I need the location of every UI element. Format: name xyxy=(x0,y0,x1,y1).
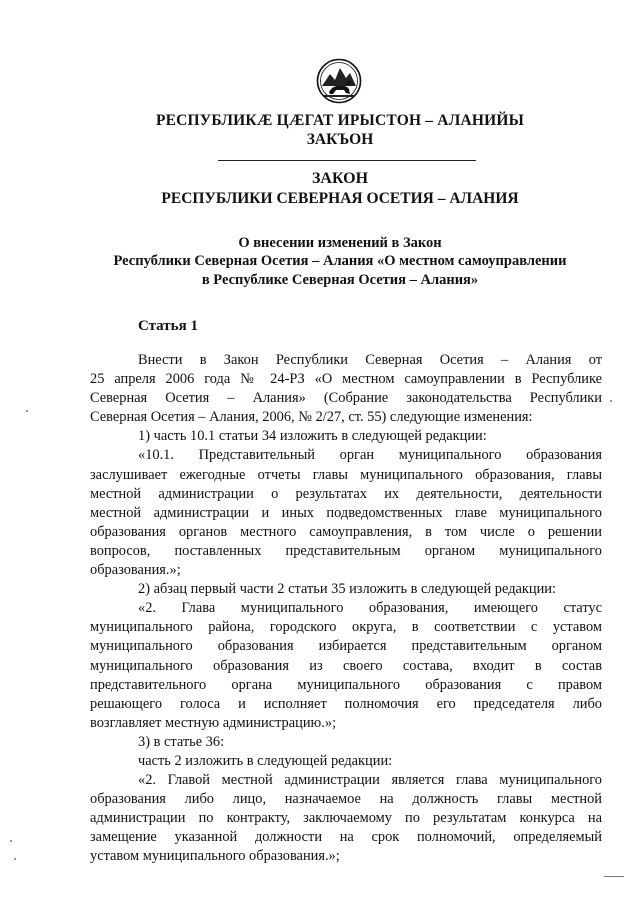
header-ossetian: РЕСПУБЛИКÆ ЦÆГАТ ИРЫСТОН – АЛАНИЙЫ xyxy=(155,112,525,129)
text-line: Северная Осетия – Алания, 2006, № 2/27, ст. 55) следующие изменения: xyxy=(90,409,533,426)
text-line: заслушивает ежегодные отчеты главы муниципального образования, главы xyxy=(90,466,602,483)
text-line: часть 2 изложить в следующей редакции: xyxy=(138,752,393,769)
text-line: «2. Глава муниципального образования, имеющего статус xyxy=(138,600,602,617)
text-line: муниципального района, городского округа, в соответствии с уставом xyxy=(90,619,602,636)
text-line: 3) в статье 36: xyxy=(138,733,225,750)
text-line: решающего голоса и исполняет полномочия его председателя либо xyxy=(90,695,602,712)
title-republic: РЕСПУБЛИКИ СЕВЕРНАЯ ОСЕТИЯ – АЛАНИЯ xyxy=(161,190,519,207)
text-line: «10.1. Представительный орган муниципального образования xyxy=(138,447,602,464)
text-line: вопросов, поставленных представительным органом муниципального xyxy=(90,542,602,559)
text-line: образования либо лицо, назначаемое на должность главы местной xyxy=(90,791,602,808)
text-line: «2. Главой местной администрации является глава муниципального xyxy=(138,772,602,789)
subject-line-2: Республики Северная Осетия – Алания «О местном самоуправлении xyxy=(113,253,567,269)
text-line: образования органов местного самоуправления, в том числе о решении xyxy=(90,523,602,540)
text-line: представительного органа муниципального образования с правом xyxy=(90,676,602,693)
text-line: Внести в Закон Республики Северная Осетия – Алания от xyxy=(138,352,602,368)
text-line: муниципального образования избирается представительным органом xyxy=(90,638,602,655)
article-heading: Статья 1 xyxy=(138,318,198,334)
subject-line-3: в Республике Северная Осетия – Алания» xyxy=(201,272,479,288)
text-line: муниципального образования из своего состава, входит в состав xyxy=(90,657,602,674)
text-line: администрации по контракту, заключаемому по результатам конкурса на xyxy=(90,810,602,827)
text-line: образования.»; xyxy=(90,562,181,579)
text-line: 2) абзац первый части 2 статьи 35 изложить в следующей редакции: xyxy=(138,581,556,598)
subject-line-1: О внесении изменений в Закон xyxy=(238,235,442,251)
text-line: местной администрации и иных подведомственных главе муниципального xyxy=(90,504,602,521)
divider xyxy=(218,160,476,161)
text-line: 1) часть 10.1 статьи 34 изложить в следующей редакции: xyxy=(138,428,487,445)
text-line: возглавляет местную администрацию.»; xyxy=(90,714,337,731)
text-line: 25 апреля 2006 года № 24-РЗ «О местном самоуправлении в Республике xyxy=(90,371,602,388)
text-line: замещение указанной должности на срок полномочий, определяемый xyxy=(90,829,602,846)
article-body xyxy=(90,351,602,867)
header-ossetian-law: ЗАКЪОН xyxy=(306,131,374,148)
coat-of-arms-icon xyxy=(316,58,362,104)
title-law: ЗАКОН xyxy=(311,170,369,187)
text-line: Северная Осетия – Алания» (Собрание законодательства Республики xyxy=(90,390,602,407)
text-line: местной администрации о результатах их деятельности, деятельности xyxy=(90,485,602,502)
text-line: уставом муниципального образования.»; xyxy=(90,848,340,865)
